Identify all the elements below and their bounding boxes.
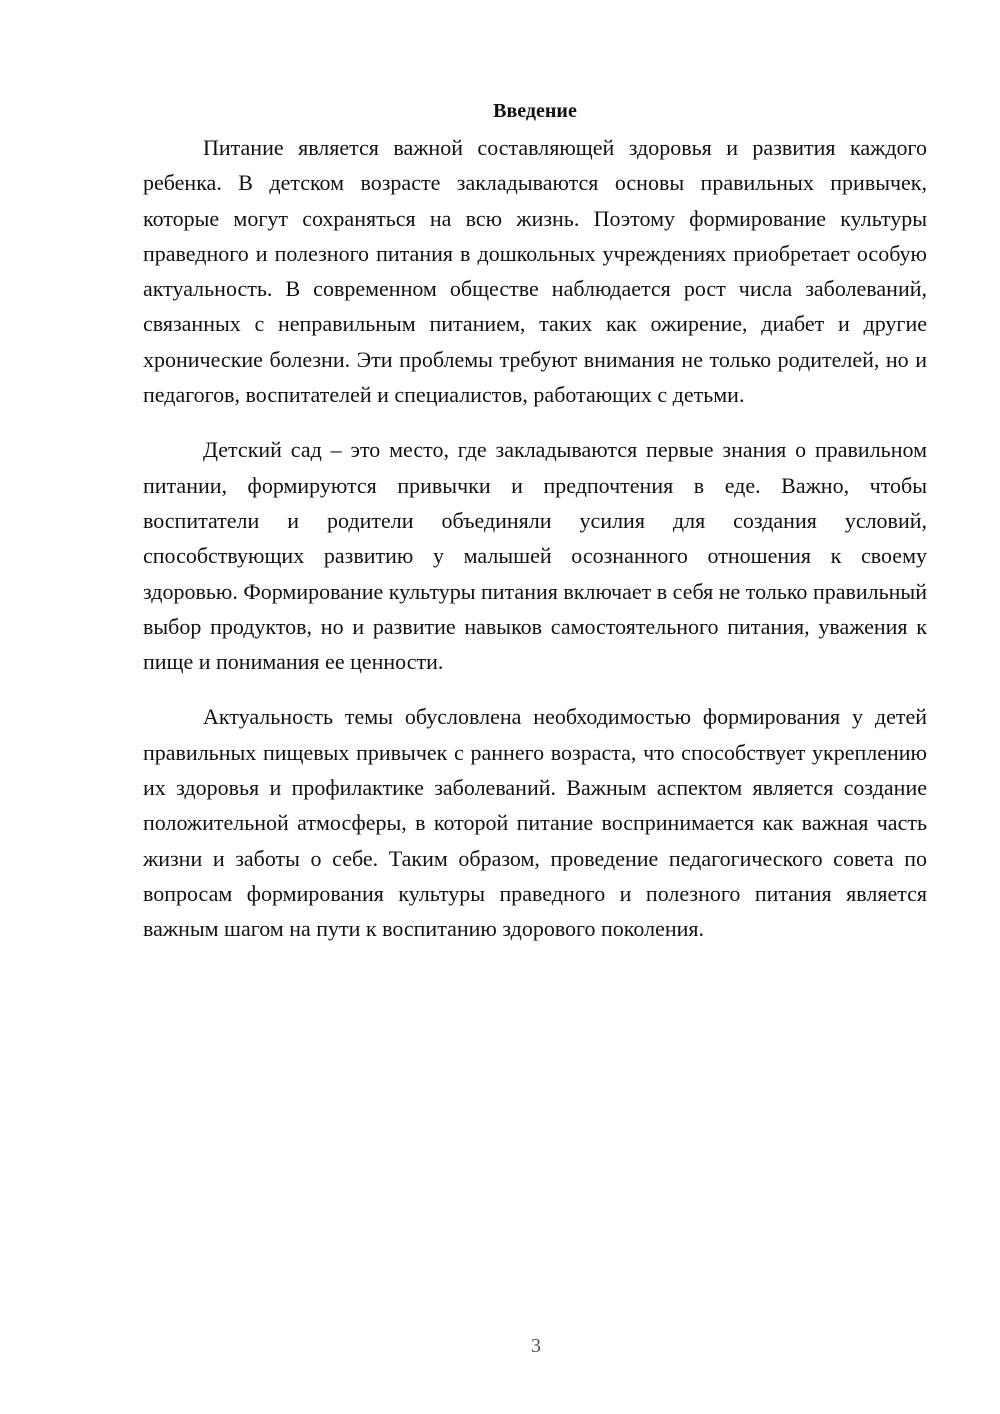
section-heading: Введение [493, 100, 577, 122]
paragraph-1: Питание является важной составляющей здоровья и развития каждого ребенка. В детском возрасте закладываются основы правильных привычек, которые могут сохраняться на всю жизнь. Поэтому формирование культуры праведного и полезного питания в дошкольных учреждениях приобретает особую актуальность. В современном обществе наблюдается рост числа заболеваний, связанных с неправильным питанием, таких как ожирение, диабет и другие хронические болезни. Эти проблемы требуют внимания не только родителей, но и педагогов, воспитателей и специалистов, работающих с детьми. [143, 135, 927, 408]
page-content [143, 96, 927, 967]
page-number: 3 [531, 1335, 541, 1357]
paragraph-3: Актуальность темы обусловлена необходимостью формирования у детей правильных пищевых привычек с раннего возраста, что способствует укреплению их здоровья и профилактике заболеваний. Важным аспектом является создание положительной атмосферы, в которой питание воспринимается как важная часть жизни и заботы о себе. Таким образом, проведение педагогического совета по вопросам формирования культуры праведного и полезного питания является важным шагом на пути к воспитанию здорового поколения. [143, 704, 927, 942]
paragraph-2: Детский сад – это место, где закладываются первые знания о правильном питании, формируются привычки и предпочтения в еде. Важно, чтобы воспитатели и родители объединяли усилия для создания условий, способствующих развитию у малышей осознанного отношения к своему здоровью. Формирование культуры питания включает в себя не только правильный выбор продуктов, но и развитие навыков самостоятельного питания, уважения к пище и понимания ее ценности. [143, 437, 927, 675]
